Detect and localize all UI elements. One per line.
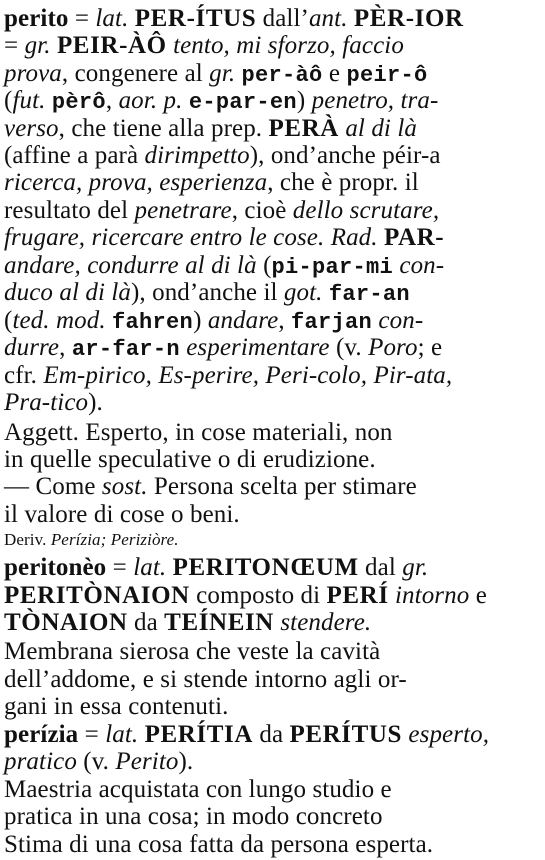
text-segment: PAR- xyxy=(383,224,445,251)
text-segment: stendere. xyxy=(280,609,372,636)
text-segment: TEÍNEIN xyxy=(164,609,274,636)
text-segment: Aggett. Esperto, in cose materiali, non xyxy=(4,419,393,446)
text-segment: , xyxy=(59,334,72,361)
text-segment: Persona scelta per stimare xyxy=(147,473,417,500)
text-segment: resultato del xyxy=(4,197,135,224)
text-segment: PERÀ xyxy=(268,115,339,142)
text-segment: dirimpetto xyxy=(144,142,250,169)
headword: perito xyxy=(4,5,69,32)
text-segment: Pra-tico xyxy=(4,389,89,416)
text-line xyxy=(4,553,539,583)
text-segment: ( xyxy=(4,307,13,334)
text-line xyxy=(4,196,539,226)
text-segment: ). xyxy=(178,748,194,775)
text-line xyxy=(4,31,539,61)
text-line xyxy=(4,223,539,253)
text-segment: gani in essa contenuti. xyxy=(4,693,229,720)
text-segment: dall’ xyxy=(256,5,309,32)
text-line xyxy=(4,775,539,805)
headword: perízia xyxy=(4,721,79,748)
text-segment: PERÍ xyxy=(326,582,389,609)
text-line xyxy=(4,692,539,722)
text-line xyxy=(4,418,539,448)
text-segment: penetrare xyxy=(134,197,232,224)
text-segment: PERÍTIA xyxy=(144,721,253,748)
text-segment: pèrô xyxy=(51,90,106,115)
text-segment: al di là xyxy=(345,115,417,142)
text-line xyxy=(4,802,539,832)
text-segment: pi-par-mi xyxy=(271,255,394,280)
text-segment: gr. xyxy=(209,60,236,87)
text-segment: Em-pirico, Es-perire, Peri-colo, Pir-ata, xyxy=(43,362,453,389)
text-segment: ) xyxy=(193,307,208,334)
text-segment: , xyxy=(278,307,292,334)
text-line xyxy=(4,472,539,502)
text-segment: far-an xyxy=(328,282,410,307)
text-segment: got. xyxy=(283,279,323,306)
text-segment: ant. xyxy=(308,5,348,32)
text-segment: Stima di una cosa fatta da persona esperta. xyxy=(4,831,434,858)
text-segment: — Come xyxy=(4,473,102,500)
text-segment: fut. xyxy=(12,87,46,114)
text-segment: Rad. xyxy=(330,224,378,251)
text-segment: intorno xyxy=(395,582,470,609)
text-segment: composto di xyxy=(189,582,327,609)
text-segment: (v. xyxy=(329,334,369,361)
text-segment: frugare, ricercare entro le cose. xyxy=(4,224,325,251)
text-segment: PÈR-IOR xyxy=(353,5,464,32)
text-line xyxy=(4,720,539,750)
text-segment: ), ond’anche il xyxy=(130,279,284,306)
text-segment: , che tiene alla prep. xyxy=(58,115,269,142)
text-segment: (affine a parà xyxy=(4,142,145,169)
text-segment: da xyxy=(253,721,290,748)
text-segment: , che è propr. il xyxy=(267,169,419,196)
text-segment: tento, mi sforzo, faccio xyxy=(173,32,404,59)
text-segment: durre xyxy=(4,334,60,361)
text-segment: andare, condurre al di là xyxy=(4,252,257,279)
text-segment: ( xyxy=(4,87,13,114)
text-segment: TÒNAION xyxy=(4,609,128,636)
text-line xyxy=(4,500,539,530)
text-segment: , congenere al xyxy=(61,60,210,87)
text-line xyxy=(4,637,539,667)
text-segment: ted. mod. xyxy=(12,307,106,334)
text-segment: ar-far-n xyxy=(71,337,180,362)
text-segment: con- xyxy=(399,252,445,279)
text-line xyxy=(4,168,539,198)
text-line xyxy=(4,388,539,418)
text-segment: esperto, xyxy=(408,721,490,748)
text-segment: fahren xyxy=(112,310,194,335)
text-segment: prova xyxy=(4,60,62,87)
text-line xyxy=(4,830,539,860)
text-segment: lat. xyxy=(133,554,167,581)
text-segment: per-àô xyxy=(241,63,323,88)
text-segment: Perito xyxy=(115,748,179,775)
text-segment: esperimentare xyxy=(186,334,330,361)
text-segment: PEIR-ÀÔ xyxy=(56,32,167,59)
text-segment: dello scrutare, xyxy=(292,197,440,224)
text-line xyxy=(4,529,539,551)
text-segment: peir-ô xyxy=(346,63,428,88)
text-segment: pratica in una cosa; in modo concreto xyxy=(4,803,383,830)
text-segment: PERITONŒUM xyxy=(172,554,359,581)
text-segment: ; e xyxy=(417,334,443,361)
text-segment: Maestria acquistata con lungo studio e xyxy=(4,776,392,803)
text-segment: duco al di là xyxy=(4,279,131,306)
text-segment: il valore di cose o beni. xyxy=(4,501,240,528)
text-segment: e xyxy=(469,582,487,609)
text-segment: da xyxy=(127,609,165,636)
text-segment: ricerca, prova, esperienza xyxy=(4,169,268,196)
text-segment: farjan xyxy=(291,310,373,335)
text-segment: e-par-en xyxy=(188,90,297,115)
text-segment: ). xyxy=(88,389,103,416)
text-line xyxy=(4,141,539,171)
text-line xyxy=(4,608,539,638)
text-segment: dell’addome, e si stende intorno agli or- xyxy=(4,666,407,693)
text-segment: = xyxy=(68,5,96,32)
text-line xyxy=(4,747,539,777)
text-segment: Perízia; Periziòre. xyxy=(50,530,179,549)
text-segment: = xyxy=(4,32,25,59)
text-segment: lat. xyxy=(95,5,129,32)
text-segment: (v. xyxy=(76,748,116,775)
text-segment: , xyxy=(105,87,119,114)
text-segment: = xyxy=(106,554,134,581)
text-segment: = xyxy=(78,721,106,748)
text-line xyxy=(4,445,539,475)
text-line xyxy=(4,361,539,391)
text-line xyxy=(4,581,539,611)
text-segment: PERITÒNAION xyxy=(4,582,190,609)
text-segment: aor. p. xyxy=(118,87,183,114)
text-segment: PERÍTUS xyxy=(289,721,403,748)
text-segment: gr. xyxy=(24,32,51,59)
text-segment: e xyxy=(322,60,347,87)
text-segment: lat. xyxy=(105,721,139,748)
text-line xyxy=(4,4,539,34)
text-segment: Membrana sierosa che veste la cavità xyxy=(4,638,381,665)
text-segment: ), ond’anche péir-a xyxy=(249,142,441,169)
text-segment: dal xyxy=(358,554,403,581)
text-segment: Deriv. xyxy=(4,530,51,549)
text-line xyxy=(4,114,539,144)
text-segment: ( xyxy=(256,252,272,279)
text-segment: pratico xyxy=(4,748,77,775)
text-segment: gr. xyxy=(402,554,429,581)
text-segment: PER-ÍTUS xyxy=(134,5,257,32)
headword: peritonèo xyxy=(4,554,107,581)
text-segment: penetro, tra- xyxy=(311,87,439,114)
text-segment: con- xyxy=(378,307,424,334)
text-segment: andare xyxy=(207,307,279,334)
text-segment: Poro xyxy=(368,334,418,361)
text-segment: sost. xyxy=(101,473,148,500)
text-line xyxy=(4,665,539,695)
text-segment: ) xyxy=(296,87,312,114)
text-segment: verso xyxy=(4,115,59,142)
text-segment: cfr. xyxy=(4,362,44,389)
text-segment: , cioè xyxy=(231,197,293,224)
text-segment: in quelle speculative o di erudizione. xyxy=(4,446,376,473)
